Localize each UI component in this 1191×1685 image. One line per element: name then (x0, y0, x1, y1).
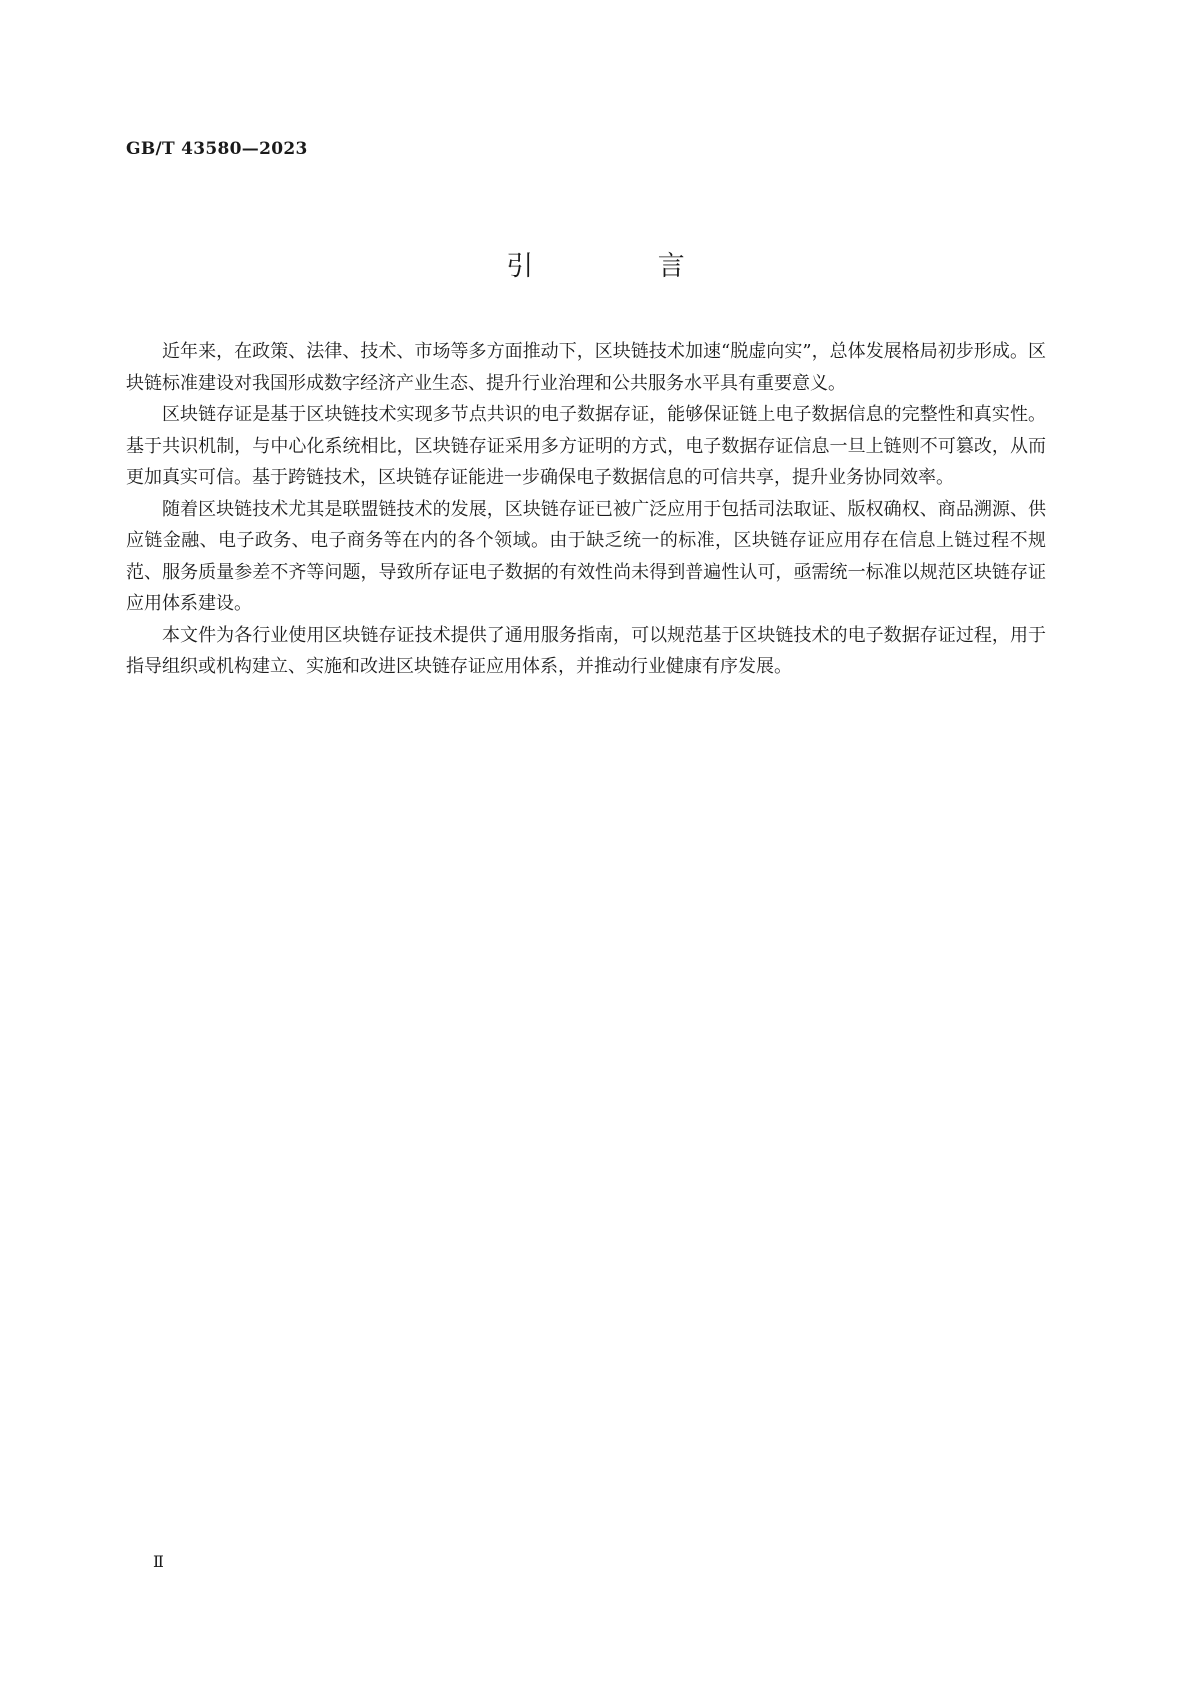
standard-code: GB/T 43580—2023 (126, 139, 308, 159)
paragraph: 随着区块链技术尤其是联盟链技术的发展，区块链存证已被广泛应用于包括司法取证、版权确权、商品溯源、供应链金融、电子政务、电子商务等在内的各个领域。由于缺乏统一的标准，区块链存证应用存在信息上链过程不规范、服务质量参差不齐等问题，导致所存证电子数据的有效性尚未得到普遍性认可，亟需统一标准以规范区块链存证应用体系建设。 (126, 498, 1046, 614)
paragraph: 本文件为各行业使用区块链存证技术提供了通用服务指南，可以规范基于区块链技术的电子数据存证过程，用于指导组织或机构建立、实施和改进区块链存证应用体系，并推动行业健康有序发展。 (126, 624, 1046, 677)
paragraph: 近年来，在政策、法律、技术、市场等多方面推动下，区块链技术加速“脱虚向实”，总体发展格局初步形成。区块链标准建设对我国形成数字经济产业生态、提升行业治理和公共服务水平具有重要意义。 (126, 341, 1046, 394)
body-text (126, 336, 1046, 683)
page-number: Ⅱ (153, 1552, 164, 1571)
paragraph: 区块链存证是基于区块链技术实现多节点共识的电子数据存证，能够保证链上电子数据信息的完整性和真实性。基于共识机制，与中心化系统相比，区块链存证采用多方证明的方式，电子数据存证信息一旦上链则不可篡改，从而更加真实可信。基于跨链技术，区块链存证能进一步确保电子数据信息的可信共享，提升业务协同效率。 (126, 404, 1046, 488)
section-title: 引 言 (506, 251, 743, 282)
